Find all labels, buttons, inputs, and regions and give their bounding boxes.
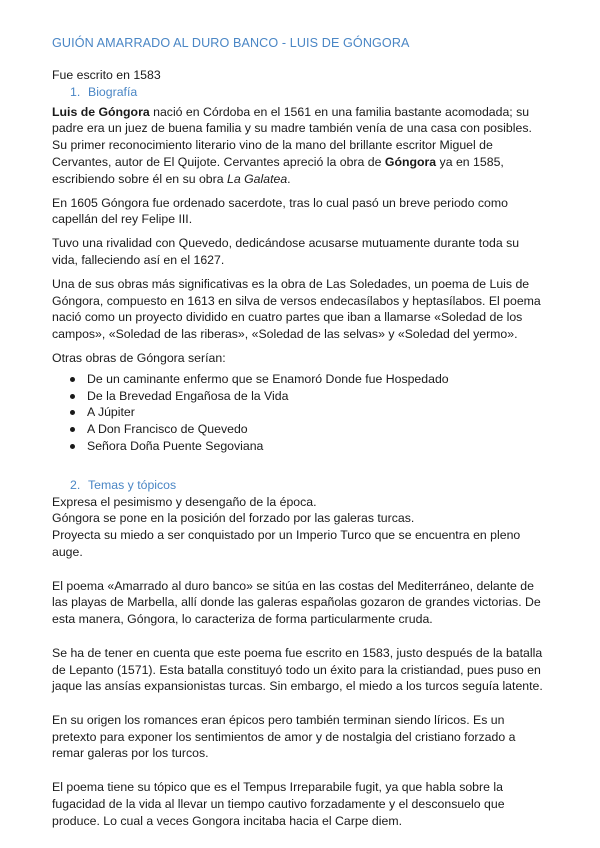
bullet-icon <box>70 377 75 382</box>
bio-paragraph-2: En 1605 Góngora fue ordenado sacerdote, tras lo cual pasó un breve periodo como capellán del rey Felipe III. <box>52 195 508 227</box>
bullet-icon <box>70 410 75 415</box>
section-heading-biografia <box>52 84 548 101</box>
section-title: Temas y tópicos <box>88 477 177 492</box>
blank-line <box>52 695 548 712</box>
themes-line-2: Góngora se pone en la posición del forzado por las galeras turcas. <box>52 511 415 526</box>
text-run: . <box>287 171 291 186</box>
document-title: GUIÓN AMARRADO AL DURO BANCO - LUIS DE GÓNGORA <box>52 36 410 50</box>
themes-paragraph-1: El poema «Amarrado al duro banco» se sitúa en las costas del Mediterráneo, delante de las playas de Marbella, allí donde las galeras españolas gozaron de grandes victorias. De esta manera, Góngora, lo caracteriza de forma particularmente cruda. <box>52 578 541 627</box>
list-item-text: De la Brevedad Engañosa de la Vida <box>87 388 289 403</box>
list-item-text: A Júpiter <box>87 405 135 420</box>
bullet-icon <box>70 394 75 399</box>
list-item <box>70 438 548 455</box>
bio-paragraph-1 <box>52 104 548 188</box>
works-list <box>52 371 548 455</box>
bold-author-name: Luis de Góngora <box>52 104 150 119</box>
bullet-icon <box>70 427 75 432</box>
list-item-text: De un caminante enfermo que se Enamoró Donde fue Hospedado <box>87 371 449 386</box>
themes-line-3: Proyecta su miedo a ser conquistado por un Imperio Turco que se encuentra en pleno auge. <box>52 528 521 559</box>
section-number: 2. <box>70 477 81 492</box>
list-item <box>70 388 548 405</box>
blank-line <box>52 628 548 645</box>
blank-line <box>52 762 548 779</box>
list-item-text: A Don Francisco de Quevedo <box>87 422 248 437</box>
bio-paragraph-3: Tuvo una rivalidad con Quevedo, dedicándose acusarse mutuamente durante toda su vida, falleciendo así en el 1627. <box>52 236 520 267</box>
list-item <box>70 371 548 388</box>
bold-author-surname: Góngora <box>384 154 437 169</box>
section-title: Biografía <box>88 84 138 99</box>
list-item <box>70 404 548 421</box>
intro-line: Fue escrito en 1583 <box>52 68 161 82</box>
section-heading-temas <box>52 477 548 494</box>
italic-work-title: La Galatea <box>227 171 288 186</box>
bio-paragraph-4: Una de sus obras más significativas es la obra de Las Soledades, un poema de Luis de Góngora, compuesto en 1613 en silva de versos endecasílabos y heptasílabos. El poema nació como un proyecto dividido en cuatro partes que iban a llamarse «Soledad de los campos», «Soledad de las riberas», «Soledad de las selvas» y «Soledad del yermo». <box>52 276 541 342</box>
list-item-text: Señora Doña Puente Segoviana <box>87 438 264 453</box>
text-run: ya en 1585, escribiendo sobre él en su obra <box>52 154 504 186</box>
bio-paragraph-5: Otras obras de Góngora serían: <box>52 350 226 365</box>
text-run: nació en Córdoba en el 1561 en una familia bastante acomodada; su padre era un juez de buena familia y su madre también venía de una casa con posibles. Su primer reconocimiento literario vino de la mano del brillante escritor Miguel de Cervantes, autor de El Quijote. Cervantes apreció la obra de <box>52 104 532 169</box>
blank-line <box>52 561 548 578</box>
section-number: 1. <box>70 84 81 99</box>
themes-paragraph-3: En su origen los romances eran épicos pero también terminan siendo líricos. Es un pretexto para exponer los sentimientos de amor y de nostalgia del cristiano forzado a remar galeras por los turcos. <box>52 712 516 761</box>
themes-paragraph-4: El poema tiene su tópico que es el Tempus Irreparabile fugit, ya que habla sobre la fugacidad de la vida al llevar un tiempo cautivo forzadamente y el desconsuelo que produce. Lo cual a veces Gongora incitaba hacia el Carpe diem. <box>52 780 505 828</box>
themes-paragraph-2: Se ha de tener en cuenta que este poema fue escrito en 1583, justo después de la batalla de Lepanto (1571). Esta batalla constituyó todo un éxito para la cristiandad, pues puso en jaque las ansías expansionistas turcas. Sin embargo, el miedo a los turcos seguía latente. <box>52 645 543 694</box>
themes-line-1: Expresa el pesimismo y desengaño de la época. <box>52 494 317 509</box>
bullet-icon <box>70 444 75 449</box>
list-item <box>70 421 548 438</box>
